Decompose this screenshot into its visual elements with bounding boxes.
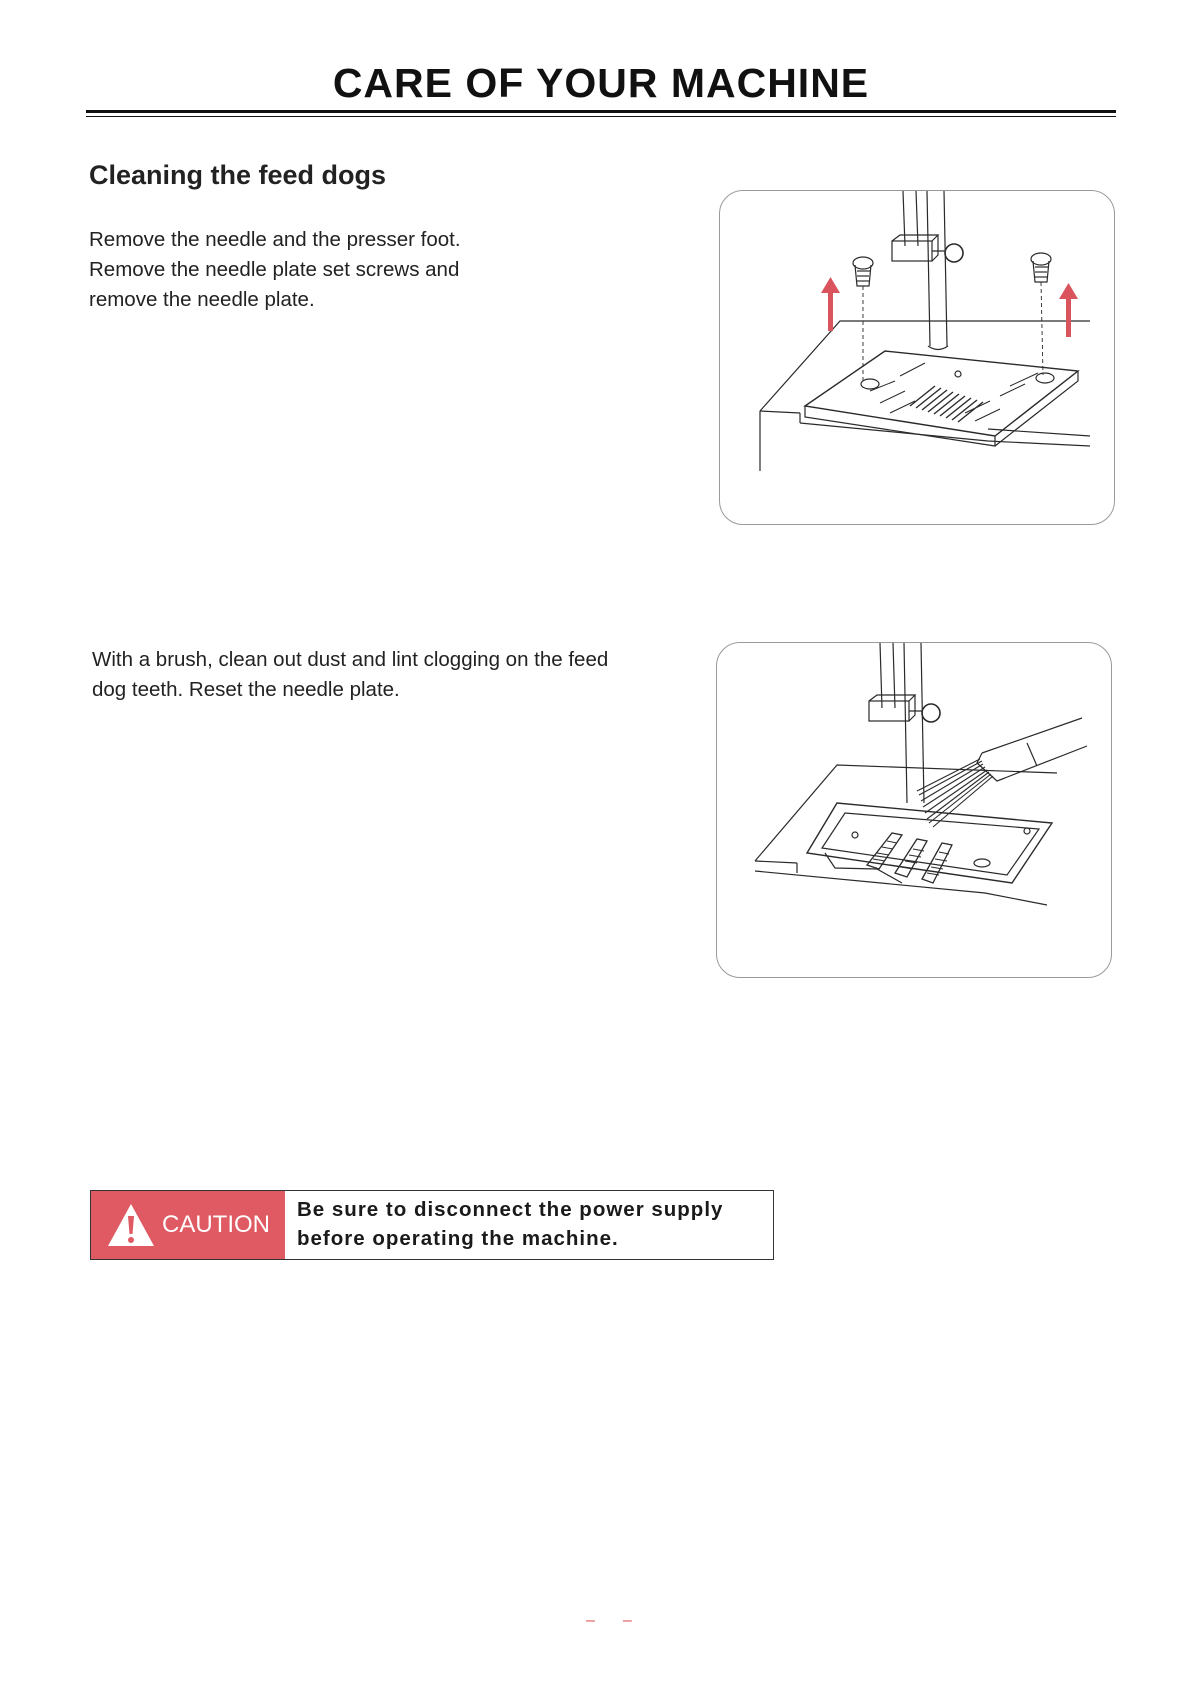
title-rule-thin xyxy=(86,116,1116,117)
step2-line: With a brush, clean out dust and lint clogging on the feed xyxy=(92,648,609,671)
caution-label: CAUTION xyxy=(162,1211,270,1238)
caution-notice xyxy=(90,1190,774,1260)
feed-dogs xyxy=(867,833,952,883)
arrow-up-icon xyxy=(821,277,840,331)
set-screw-right xyxy=(1031,253,1051,375)
feed-dog-brushing-illustration xyxy=(716,642,1112,978)
step1-instructions xyxy=(89,225,569,315)
step1-line: Remove the needle and the presser foot. xyxy=(89,228,461,251)
section-title: Cleaning the feed dogs xyxy=(89,160,387,190)
page-number-marks xyxy=(586,1612,632,1630)
caution-message xyxy=(285,1191,773,1259)
needle-plate-removal-illustration xyxy=(719,190,1115,525)
arrow-up-icon xyxy=(1059,283,1078,337)
caution-line: before operating the machine. xyxy=(297,1227,619,1250)
step2-line: dog teeth. Reset the needle plate. xyxy=(92,678,400,701)
page-mark: – xyxy=(586,1612,595,1629)
page-title: CARE OF YOUR MACHINE xyxy=(332,60,870,106)
caution-line: Be sure to disconnect the power supply xyxy=(297,1198,724,1221)
title-rule-thick xyxy=(86,110,1116,113)
warning-triangle-icon xyxy=(106,1202,156,1248)
caution-label-panel xyxy=(91,1191,285,1259)
set-screw-left xyxy=(853,257,873,381)
step1-line: Remove the needle plate set screws and xyxy=(89,258,460,281)
brush xyxy=(917,718,1087,827)
step1-line: remove the needle plate. xyxy=(89,288,315,311)
step2-instructions xyxy=(92,645,692,705)
page-mark: – xyxy=(622,1612,632,1629)
